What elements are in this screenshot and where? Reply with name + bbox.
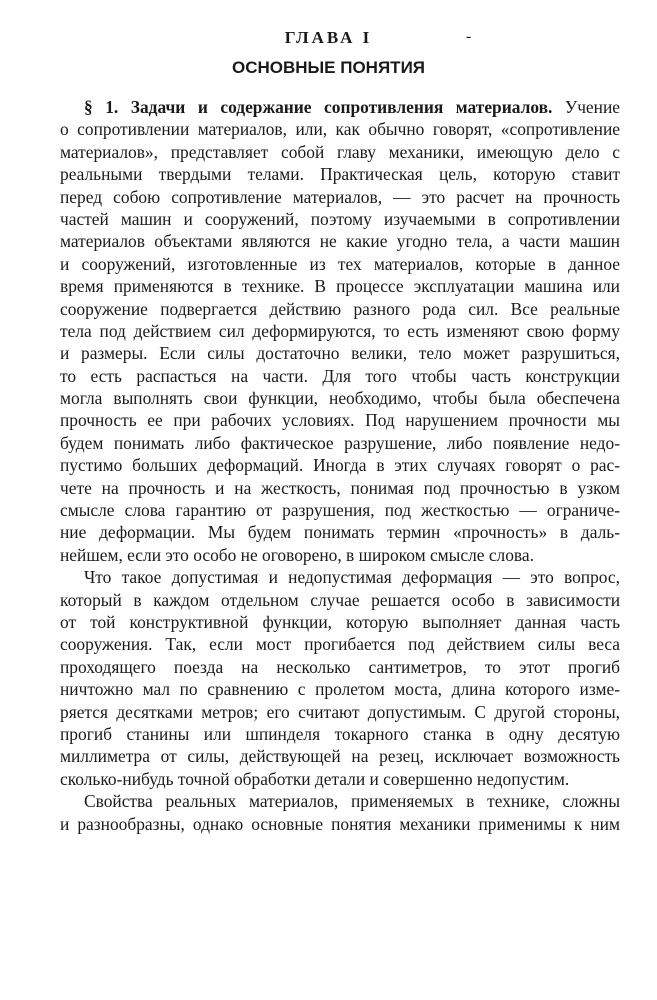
- text-line: о сопротивлении материалов, или, как обычно говорят, «сопротивление: [60, 119, 620, 140]
- text-line: тела под действием сил деформируются, то есть изменяют свою форму: [60, 320, 620, 341]
- text-line: могла выполнять свои функции, необходимо, чтобы была обеспечена: [60, 388, 620, 409]
- text-line: пустимо больших деформаций. Иногда в этих случаях говорят о рас-: [60, 455, 620, 476]
- text-line: частей машин и сооружений, поэтому изучаемыми в сопротивлении: [60, 208, 620, 229]
- chapter-title: ОСНОВНЫЕ ПОНЯТИЯ: [231, 58, 426, 77]
- chapter-label: ГЛАВА I: [284, 28, 373, 47]
- text-line: смысле слова гарантию от разрушения, под жесткостью — ограниче-: [60, 500, 620, 521]
- section-title: § 1. Задачи и содержание сопротивления материалов.: [84, 97, 553, 117]
- text-line: § 1. Задачи и содержание сопротивления материалов. Учение: [84, 97, 620, 117]
- text-line: проходящего поезда на несколько сантиметров, то этот прогиб: [60, 656, 620, 677]
- text-line: то есть распасться на части. Для того чтобы часть конструкции: [60, 365, 620, 386]
- text-line: Свойства реальных материалов, применяемых в технике, сложны: [84, 791, 620, 812]
- text-line: и размеры. Если силы достаточно велики, тело может разрушиться,: [60, 343, 620, 364]
- text-line: прочность ее при рабочих условиях. Под нарушением прочности мы: [60, 410, 620, 431]
- text-line: прогиб станины или шпинделя токарного станка в одну десятую: [60, 723, 620, 744]
- stray-mark: -: [466, 28, 472, 45]
- text-line: время применяются в технике. В процессе эксплуатации машина или: [60, 276, 620, 297]
- text-line: нейшем, если это особо не оговорено, в широком смысле слова.: [60, 544, 534, 565]
- text-line: и сооружений, изготовленные из тех материалов, которые в данное: [60, 253, 620, 274]
- text-line: сооружение подвергается действию разного рода сил. Все реальные: [60, 298, 620, 319]
- text-line: материалов объектами являются не какие угодно тела, а части машин: [60, 231, 620, 252]
- body-text: [60, 96, 620, 835]
- text-line: ничтожно мал по сравнению с пролетом моста, длина которого изме-: [60, 679, 620, 700]
- text-line: будем понимать либо фактическое разрушение, либо появление недо-: [60, 432, 620, 453]
- text-line: Что такое допустимая и недопустимая деформация — это вопрос,: [84, 567, 620, 588]
- text-line: реальными твердыми телами. Практическая цель, которую ставит: [60, 164, 620, 185]
- text-line: от той конструктивной функции, которую выполняет данная часть: [60, 611, 620, 632]
- text-line: сооружения. Так, если мост прогибается под действием силы веса: [60, 634, 620, 655]
- text-line: ряется десятками метров; его считают допустимым. С другой стороны,: [60, 701, 620, 722]
- text-line: перед собою сопротивление материалов, — это расчет на прочность: [60, 186, 620, 207]
- text-line: материалов», представляет собой главу механики, имеющую дело с: [60, 141, 620, 162]
- text-line: ние деформации. Мы будем понимать термин «прочность» в даль-: [60, 522, 620, 543]
- text-line: который в каждом отдельном случае решается особо в зависимости: [60, 589, 620, 610]
- text-line: сколько-нибудь точной обработки детали и совершенно недопустим.: [60, 768, 570, 789]
- text-line: и разнообразны, однако основные понятия механики применимы к ним: [60, 813, 620, 834]
- text-line: чете на прочность и на жесткость, понимая под прочностью в узком: [60, 477, 620, 498]
- text-line: миллиметра от силы, действующей на резец, исключает возможность: [60, 746, 620, 767]
